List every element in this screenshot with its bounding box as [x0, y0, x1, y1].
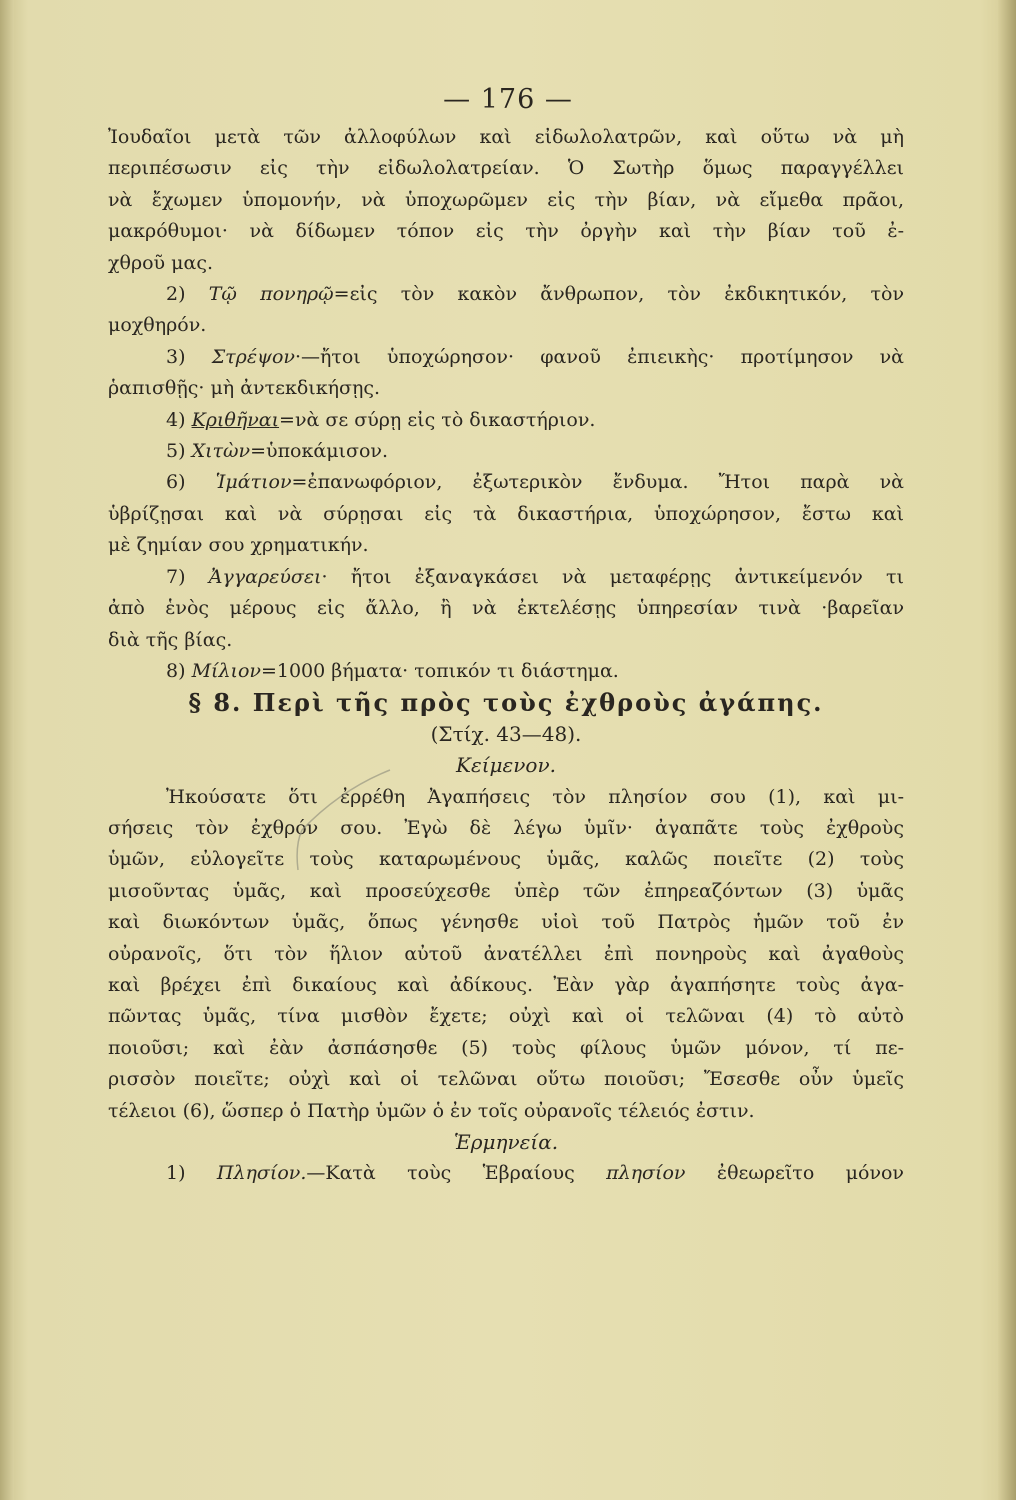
text-line: καὶ βρέχει ἐπὶ δικαίους καὶ ἀδίκους. Ἐὰν γὰρ ἀγαπήσητε τοὺς ἀγα- — [108, 973, 904, 996]
note-line: μὲ ζημίαν σου χρηματικήν. — [108, 534, 369, 557]
ermineia-heading: Ἑρμηνεία. — [453, 1130, 559, 1154]
intro-line: Ἰουδαῖοι μετὰ τῶν ἀλλοφύλων καὶ εἰδωλολατρῶν, καὶ οὕτω νὰ μὴ — [108, 126, 904, 148]
text-line: οὐρανοῖς, ὅτι τὸν ἥλιον αὐτοῦ ἀνατέλλει ἐπὶ πονηροὺς καὶ ἀγαθοὺς — [108, 942, 904, 965]
page-body — [108, 122, 904, 1190]
intro-line: χθροῦ μας. — [108, 251, 214, 274]
note-8: 8) Μίλιον=1000 βήματα· τοπικόν τι διάστημα. — [166, 659, 619, 682]
page-number: — 176 — — [443, 84, 573, 115]
note-2: 2) Τῷ πονηρῷ=εἰς τὸν κακὸν ἄνθρωπον, τὸν ἐκδικητικόν, τὸν — [166, 283, 905, 306]
text-line: ὑμῶν, εὐλογεῖτε τοὺς καταρωμένους ὑμᾶς, καλῶς ποιεῖτε (2) τοὺς — [108, 848, 904, 871]
note-5: 5) Χιτὼν=ὑποκάμισον. — [166, 440, 388, 463]
text-line: τέλειοι (6), ὥσπερ ὁ Πατὴρ ὑμῶν ὁ ἐν τοῖς οὐρανοῖς τέλειός ἐστιν. — [108, 1099, 755, 1122]
note-4: 4) Κριθῆναι=νὰ σε σύρῃ εἰς τὸ δικαστήριον. — [166, 408, 596, 431]
note-term: Στρέψον — [211, 345, 295, 368]
note-line: ῥαπισθῇς· μὴ ἀντεκδικήσῃς. — [108, 377, 381, 400]
note-term: Τῷ πονηρῷ — [208, 283, 334, 306]
intro-line: μακρόθυμοι· νὰ δίδωμεν τόπον εἰς τὴν ὀργὴν καὶ τὴν βίαν τοῦ ἐ- — [108, 220, 904, 243]
note-term: Μίλιον — [191, 659, 261, 682]
text-line: καὶ διωκόντων ὑμᾶς, ὅπως γένησθε υἱοὶ τοῦ Πατρὸς ἡμῶν τοῦ ἐν — [108, 911, 904, 934]
note-term: Χιτὼν — [191, 440, 251, 463]
text-line: ποιοῦσι; καὶ ἐὰν ἀσπάσησθε (5) τοὺς φίλους ὑμῶν μόνον, τί πε- — [108, 1036, 904, 1059]
page-right-edge — [998, 0, 1016, 1500]
section-subtitle: (Στίχ. 43—48). — [430, 721, 582, 746]
note-term: πλησίον — [606, 1162, 686, 1185]
text-line: ρισσὸν ποιεῖτε; οὐχὶ καὶ οἱ τελῶναι οὕτω ποιοῦσι; Ἔσεσθε οὖν ὑμεῖς — [108, 1068, 904, 1091]
text-line: σήσεις τὸν ἐχθρόν σου. Ἐγὼ δὲ λέγω ὑμῖν· ἀγαπᾶτε τοὺς ἐχθροὺς — [108, 816, 904, 839]
note-3: 3) Στρέψον·—ἤτοι ὑποχώρησον· φανοῦ ἐπιεικὴς· προτίμησον νὰ — [166, 345, 904, 368]
text-line: μισοῦντας ὑμᾶς, καὶ προσεύχεσθε ὑπὲρ τῶν ἐπηρεαζόντων (3) ὑμᾶς — [108, 879, 904, 902]
note-line: μοχθηρόν. — [108, 314, 207, 337]
note-term: Πλησίον. — [216, 1162, 307, 1185]
intro-line: νὰ ἔχωμεν ὑπομονήν, νὰ ὑποχωρῶμεν εἰς τὴν βίαν, νὰ εἴμεθα πρᾶοι, — [108, 188, 904, 211]
text-line: Ἠκούσατε ὅτι ἐρρέθη Ἀγαπήσεις τὸν πλησίον σου (1), καὶ μι- — [166, 785, 904, 808]
note-line: διὰ τῆς βίας. — [108, 628, 233, 651]
kimenon-heading: Κείμενον. — [456, 753, 556, 778]
intro-line: περιπέσωσιν εἰς τὴν εἰδωλολατρείαν. Ὁ Σωτὴρ ὅμως παραγγέλλει — [108, 157, 904, 180]
note-line: ὑβρίζῃσαι καὶ νὰ σύρῃσαι εἰς τὰ δικαστήρια, ὑποχώρησον, ἔστω καὶ — [108, 502, 904, 525]
note-term: Ἀγγαρεύσει — [208, 565, 322, 588]
note-6: 6) Ἱμάτιον=ἐπανωφόριον, ἐξωτερικὸν ἔνδυμα. Ἤτοι παρὰ νὰ — [166, 471, 905, 494]
text-line: πῶντας ὑμᾶς, τίνα μισθὸν ἔχετε; οὐχὶ καὶ οἱ τελῶναι (4) τὸ αὐτὸ — [108, 1005, 904, 1028]
note-7: 7) Ἀγγαρεύσει· ἤτοι ἐξαναγκάσει νὰ μεταφέρῃς ἀντικείμενόν τι — [166, 565, 904, 588]
note-line: ἀπὸ ἑνὸς μέρους εἰς ἄλλο, ἢ νὰ ἐκτελέσῃς ὑπηρεσίαν τινὰ ·βαρεῖαν — [108, 597, 904, 620]
note-term: Ἱμάτιον — [215, 471, 292, 494]
section-title: § 8. Περὶ τῆς πρὸς τοὺς ἐχθροὺς ἀγάπης. — [188, 688, 824, 718]
note-term: Κριθῆναι — [191, 408, 280, 431]
ermineia-line: 1) Πλησίον.—Κατὰ τοὺς Ἑβραίους πλησίον ἐθεωρεῖτο μόνον — [166, 1162, 904, 1185]
page-left-edge — [0, 0, 14, 1500]
